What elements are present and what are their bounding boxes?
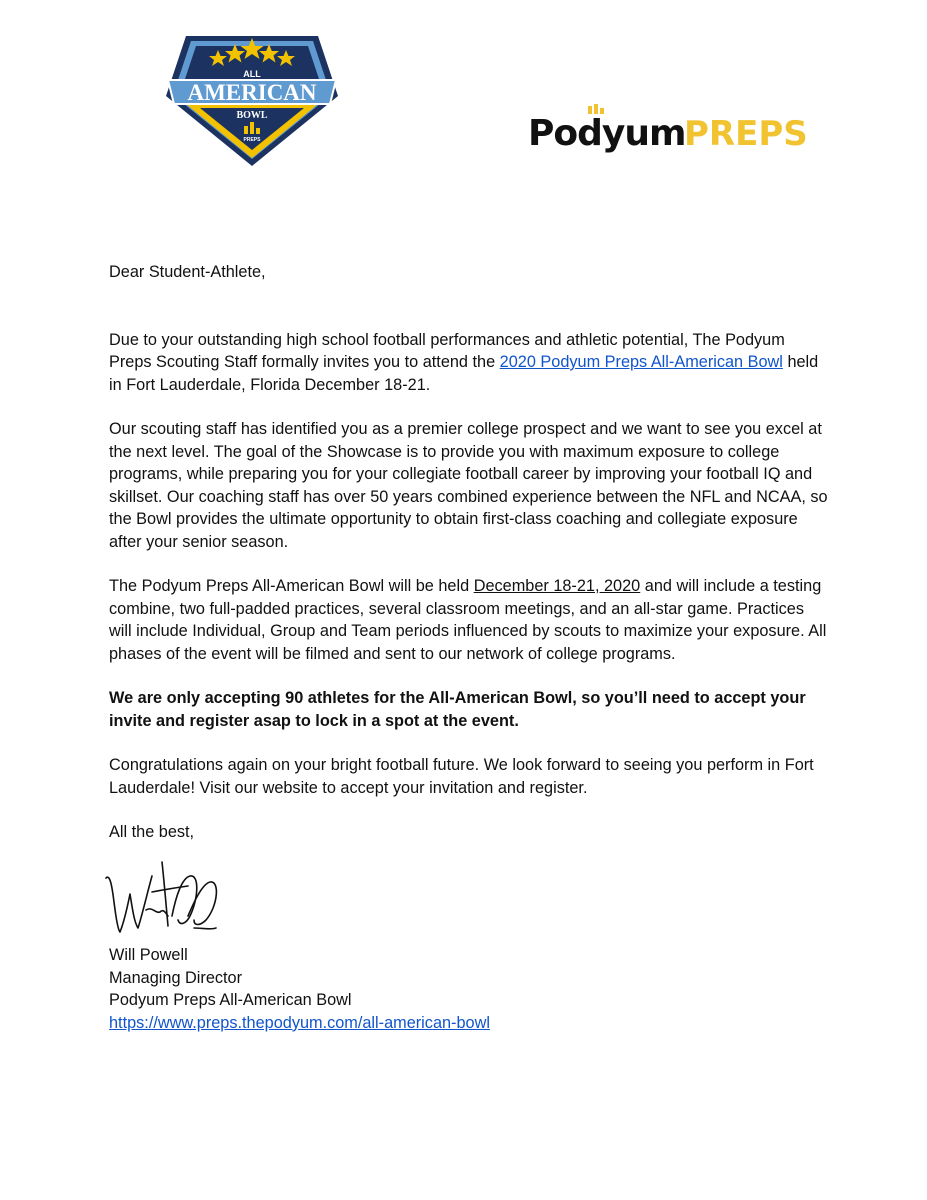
podyum-preps-logo-icon [528,104,813,162]
paragraph-invitation-text-b: held in Fort Lauderdale, Florida December 18-21. [109,353,819,394]
salutation: Dear Student-Athlete, [109,263,266,281]
paragraph-invitation [109,329,829,397]
paragraph-event-details [109,575,829,665]
signature-icon [102,856,222,938]
signer-title: Managing Director [109,968,243,987]
paragraph-limited-spots: We are only accepting 90 athletes for the All-American Bowl, so you’ll need to accept your invite and register asap to lock in a spot at the event. [109,689,806,730]
letter-body [109,261,829,844]
paragraph-invitation-text-a: Due to your outstanding high school football performances and athletic potential, The Podyum Preps Scouting Staff formally invites you to attend the [109,330,785,371]
bowl-link[interactable]: 2020 Podyum Preps All-American Bowl [499,353,783,371]
paragraph-event-text-b: and will include a testing combine, two full-padded practices, several classroom meetings, and an all-star game. Practices will include Individual, Group and Team periods influenced by scouts to maximize your exposure. All phases of the event will be filmed and sent to our network of college programs. [109,577,827,663]
signer-name: Will Powell [109,946,188,964]
bowl-logo-line3: BOWL [236,110,268,121]
brand-word2: PREPS [684,114,808,154]
signature-block [109,944,490,1034]
bowl-logo-line2: AMERICAN [187,80,317,105]
brand-word1: Podyum [528,113,686,154]
bowl-logo-line4: PREPS [243,137,261,143]
website-link[interactable]: https://www.preps.thepodyum.com/all-american-bowl [109,1013,490,1032]
signer-organization: Podyum Preps All-American Bowl [109,991,352,1009]
paragraph-event-text-a: The Podyum Preps All-American Bowl will be held [109,577,474,595]
event-date: December 18-21, 2020 [473,577,641,595]
paragraph-scouting: Our scouting staff has identified you as a premier college prospect and we want to see you excel at the next level. The goal of the Showcase is to provide you with maximum exposure to college programs, while preparing you for your collegiate football career by improving your football IQ and skillset. Our coaching staff has over 50 years combined experience between the NFL and NCAA, so the Bowl provides the ultimate opportunity to obtain first-class coaching and collegiate exposure after your senior season. [109,420,828,551]
closing: All the best, [109,823,195,841]
bowl-logo-line1: ALL [243,69,261,79]
paragraph-congratulations: Congratulations again on your bright football future. We look forward to seeing you perform in Fort Lauderdale! Visit our website to accept your invitation and register. [109,756,814,797]
all-american-bowl-logo-icon [164,34,340,168]
